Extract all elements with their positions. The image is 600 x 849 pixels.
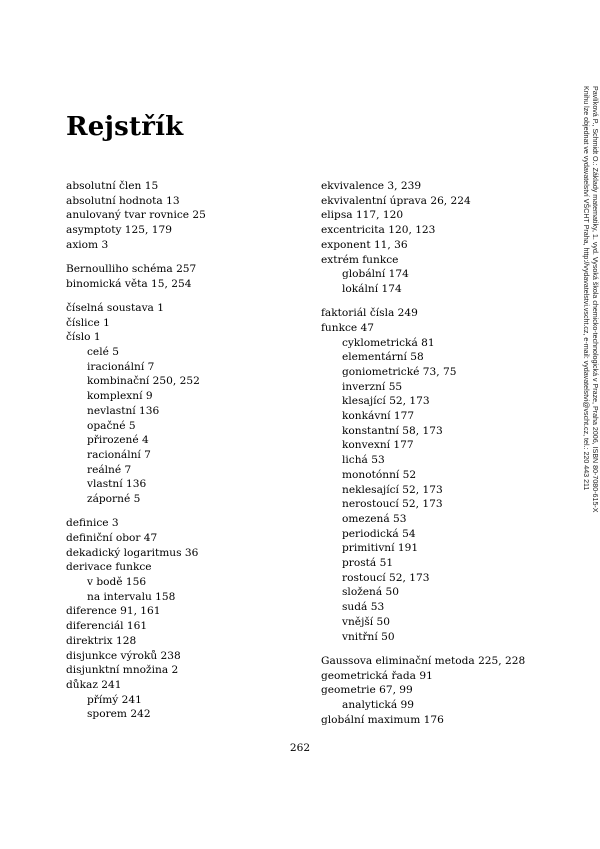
index-subentry: nevlastní 136	[87, 404, 160, 417]
index-entry: direktrix 128	[66, 634, 137, 647]
index-entry: Bernoulliho schéma 257	[66, 263, 197, 276]
index-subentry: nerostoucí 52, 173	[342, 498, 443, 511]
index-subentry: analytická 99	[342, 698, 414, 711]
index-subentry: opačné 5	[87, 419, 136, 432]
index-subentry: v bodě 156	[87, 576, 147, 589]
index-subentry: monotónní 52	[342, 468, 417, 481]
index-entry: číslo 1	[66, 331, 101, 344]
index-entry: diference 91, 161	[66, 605, 161, 618]
index-entry: absolutní hodnota 13	[66, 194, 180, 207]
side-note-line-1: Pavlíková P., Schmidt O.: Základy matematiky, 1. vyd. Vysoká škola chemicko-technologická v Praze, Praha 2006, ISBN 80-7080-615-X	[591, 86, 599, 513]
index-entry: dekadický logaritmus 36	[66, 546, 199, 559]
index-subentry: klesající 52, 173	[342, 395, 430, 408]
index-entry: Gaussova eliminační metoda 225, 228	[321, 654, 526, 667]
index-subentry: sudá 53	[342, 601, 385, 614]
index-entry: číslice 1	[66, 316, 110, 329]
page-number: 262	[289, 742, 311, 754]
side-note	[559, 86, 599, 610]
index-entry: absolutní člen 15	[66, 180, 159, 192]
index-entry: geometrie 67, 99	[321, 684, 413, 697]
index-subentry: goniometrické 73, 75	[342, 365, 457, 378]
index-subentry: konvexní 177	[342, 439, 414, 452]
index-subentry: složená 50	[342, 586, 400, 599]
index-subentry: vnitřní 50	[342, 630, 395, 643]
index-entry: definice 3	[66, 517, 119, 530]
index-entry: důkaz 241	[66, 679, 122, 691]
index-subentry: lokální 174	[342, 282, 402, 295]
index-entry: excentricita 120, 123	[321, 224, 436, 237]
index-entry: anulovaný tvar rovnice 25	[66, 209, 206, 222]
index-entry: exponent 11, 36	[321, 238, 408, 251]
index-subentry: elementární 58	[342, 351, 424, 364]
index-subentry: přirozené 4	[87, 434, 149, 447]
index-subentry: racionální 7	[87, 448, 151, 461]
index-subentry: periodická 54	[342, 527, 416, 540]
index-subentry: globální 174	[342, 268, 409, 281]
index-subentry: vlastní 136	[87, 478, 147, 491]
side-note-line-2: Knihu lze objednat ve vydavatelství VŠCHT Praha, http://vydavatelstvi.vscht.cz, e-mail: vydavatelstvi@vscht.cz, tel.: 220 443 211	[581, 86, 590, 491]
index-subentry: omezená 53	[342, 512, 407, 525]
index-entry: extrém funkce	[321, 253, 399, 266]
index-subentry: rostoucí 52, 173	[342, 571, 430, 584]
index-subentry: konkávní 177	[342, 410, 415, 423]
index-subentry: záporné 5	[87, 493, 141, 506]
index-subentry: primitivní 191	[342, 542, 419, 555]
index-entry: elipsa 117, 120	[321, 209, 404, 222]
index-entry: ekvivalentní úprava 26, 224	[321, 194, 471, 207]
index-column-left	[66, 179, 306, 722]
index-subentry: komplexní 9	[87, 390, 153, 403]
index-subentry: konstantní 58, 173	[342, 424, 443, 437]
index-entry: geometrická řada 91	[321, 669, 433, 682]
index-subentry: sporem 242	[87, 708, 151, 721]
index-subentry: reálné 7	[87, 463, 132, 476]
index-subentry: cyklometrická 81	[342, 336, 435, 349]
index-column-right	[321, 179, 561, 727]
index-entry: ekvivalence 3, 239	[321, 180, 422, 192]
index-entry: derivace funkce	[66, 561, 152, 574]
index-subentry: inverzní 55	[342, 380, 403, 393]
index-entry: diferenciál 161	[66, 620, 148, 633]
index-entry: asymptoty 125, 179	[66, 224, 172, 237]
index-subentry: neklesající 52, 173	[342, 483, 443, 496]
index-entry: číselná soustava 1	[66, 301, 164, 314]
index-subentry: kombinační 250, 252	[87, 375, 200, 388]
index-entry: disjunkce výroků 238	[66, 649, 181, 662]
index-subentry: na intervalu 158	[87, 590, 176, 603]
index-entry: disjunktní množina 2	[66, 664, 179, 677]
index-subentry: lichá 53	[342, 454, 385, 467]
index-entry: funkce 47	[321, 321, 375, 334]
index-entry: faktoriál čísla 249	[321, 307, 418, 320]
index-subentry: vnější 50	[342, 615, 391, 628]
index-entry: binomická věta 15, 254	[66, 277, 192, 290]
index-subentry: přímý 241	[87, 693, 142, 706]
index-subentry: celé 5	[87, 346, 119, 359]
page-title: Rejstřík	[66, 112, 184, 142]
index-entry: axiom 3	[66, 238, 109, 251]
index-entry: globální maximum 176	[321, 713, 444, 726]
index-entry: definiční obor 47	[66, 531, 158, 544]
index-subentry: prostá 51	[342, 557, 394, 570]
index-subentry: iracionální 7	[87, 360, 155, 373]
